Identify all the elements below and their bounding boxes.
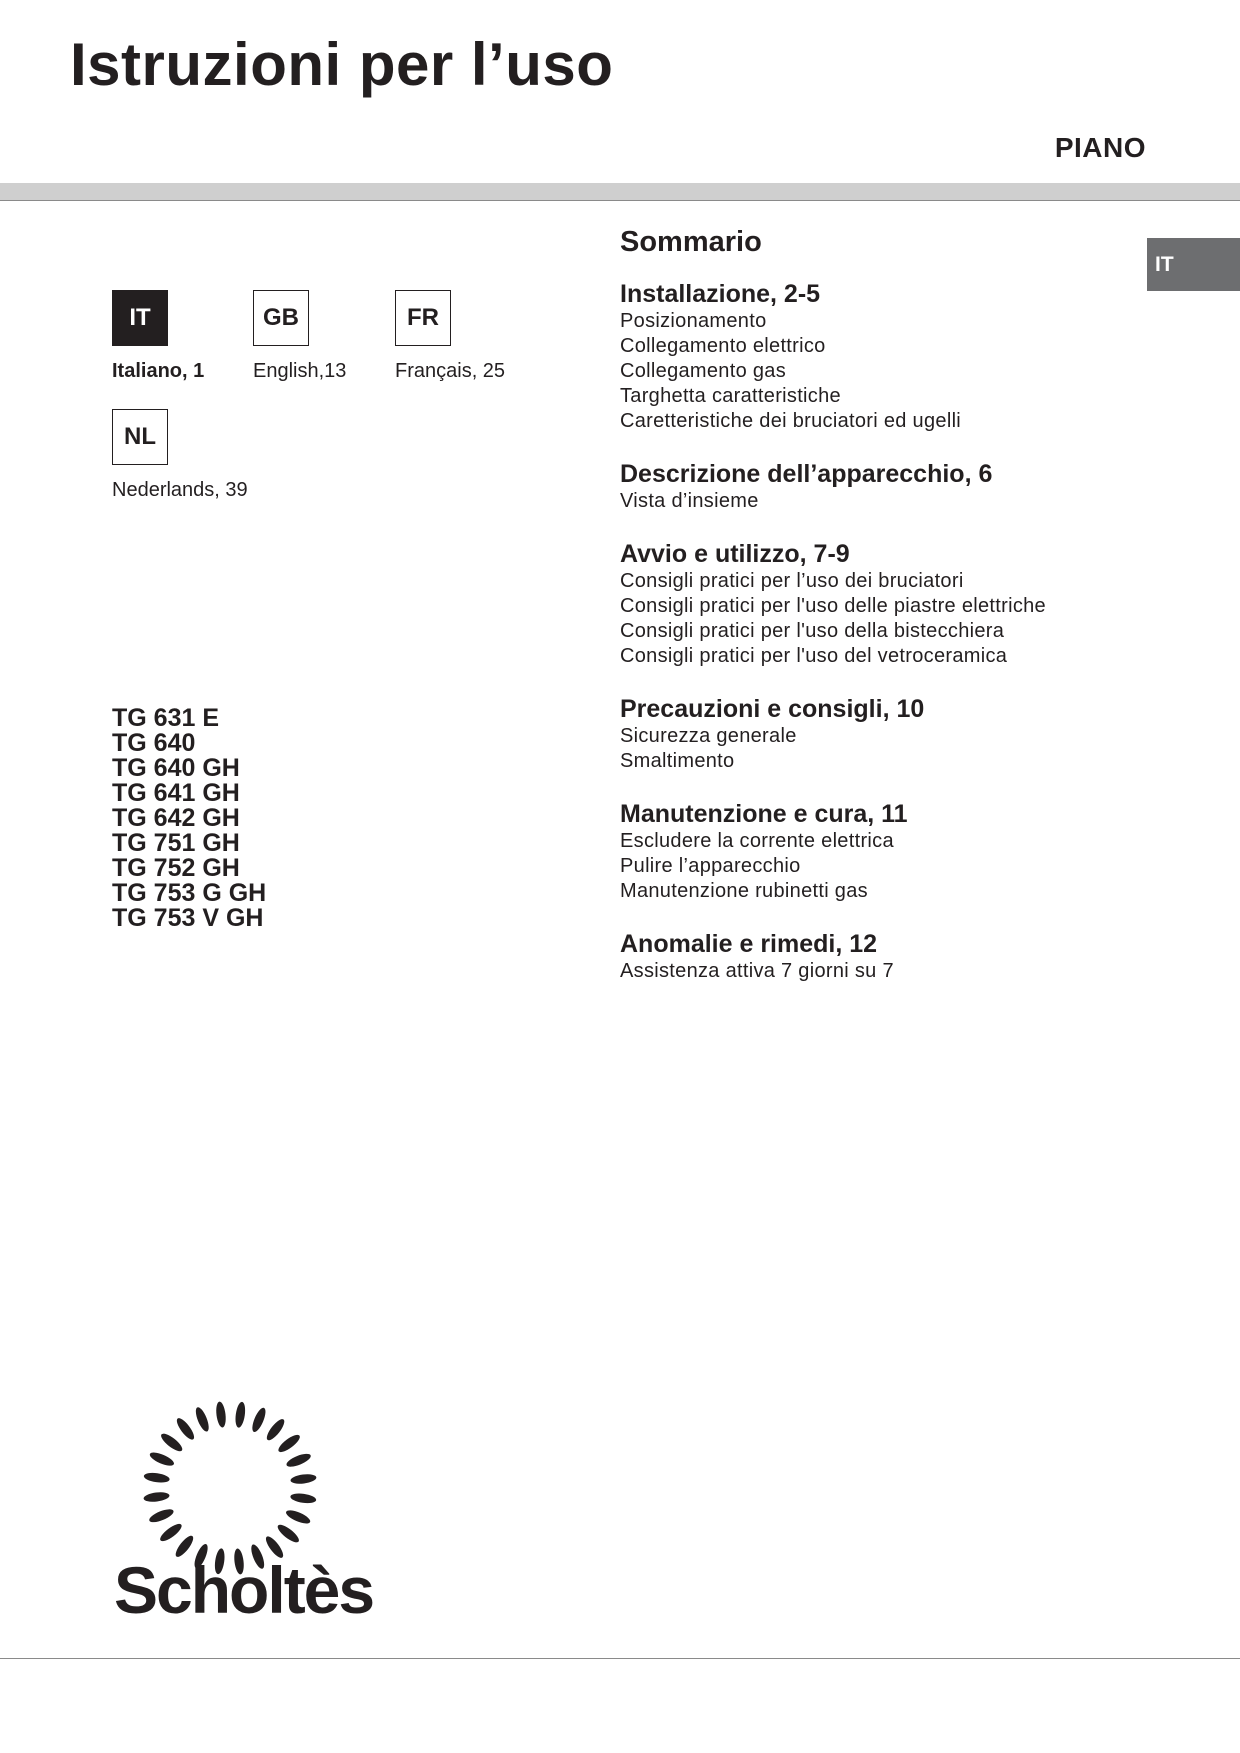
header-band xyxy=(0,183,1240,201)
toc-section-avvio xyxy=(620,539,1100,669)
sun-ray xyxy=(215,1401,227,1428)
sun-ray xyxy=(264,1417,287,1443)
sun-ray xyxy=(148,1507,175,1525)
sun-ray xyxy=(193,1406,211,1433)
sun-ray xyxy=(276,1432,302,1455)
model-number: TG 631 E xyxy=(112,704,219,732)
toc-section-title[interactable]: Precauzioni e consigli, 10 xyxy=(620,695,925,723)
model-number: TG 751 GH xyxy=(112,829,240,857)
sun-ray xyxy=(290,1492,317,1505)
language-side-tab: IT xyxy=(1147,238,1240,291)
language-code-box: GB xyxy=(253,290,309,346)
sun-ray xyxy=(234,1401,247,1428)
model-number: TG 640 GH xyxy=(112,754,240,782)
toc-section-title[interactable]: Installazione, 2-5 xyxy=(620,280,821,308)
model-list xyxy=(112,706,266,931)
toc-item: Sicurezza generale xyxy=(620,725,797,747)
toc-item: Consigli pratici per l'uso del vetroceramica xyxy=(620,645,1008,667)
model-number: TG 753 G GH xyxy=(112,879,267,907)
toc-item: Consigli pratici per l'uso della bistecchiera xyxy=(620,620,1005,642)
toc-item: Consigli pratici per l’uso dei bruciatori xyxy=(620,570,964,592)
toc-section-anomalie xyxy=(620,929,1100,984)
table-of-contents xyxy=(620,226,1100,1009)
product-type: PIANO xyxy=(1054,132,1146,163)
toc-section-title[interactable]: Descrizione dell’apparecchio, 6 xyxy=(620,460,993,488)
sun-ray xyxy=(158,1521,184,1544)
toc-item: Targhetta caratteristiche xyxy=(620,385,841,407)
toc-item: Escludere la corrente elettrica xyxy=(620,830,894,852)
language-code-box: FR xyxy=(395,290,451,346)
language-label: English,13 xyxy=(253,360,347,382)
language-fr[interactable] xyxy=(395,290,555,383)
toc-section-installazione xyxy=(620,279,1100,434)
sun-ray xyxy=(275,1522,301,1545)
sun-ray xyxy=(174,1416,197,1442)
sun-ray xyxy=(148,1450,175,1468)
toc-item: Assistenza attiva 7 giorni su 7 xyxy=(620,960,894,982)
toc-item: Manutenzione rubinetti gas xyxy=(620,880,868,902)
language-nl[interactable] xyxy=(112,409,272,502)
sun-ray xyxy=(143,1471,170,1484)
sun-ray xyxy=(250,1406,268,1433)
toc-item: Collegamento gas xyxy=(620,360,787,382)
toc-item: Consigli pratici per l'uso delle piastre elettriche xyxy=(620,595,1046,617)
model-number: TG 753 V GH xyxy=(112,904,264,932)
sun-ray xyxy=(290,1473,317,1485)
toc-item: Caretteristiche dei bruciatori ed ugelli xyxy=(620,410,962,432)
sun-ray xyxy=(284,1508,311,1526)
toc-title: Sommario xyxy=(620,226,762,258)
sun-ray xyxy=(159,1431,185,1454)
language-code-box: NL xyxy=(112,409,168,465)
toc-item: Smaltimento xyxy=(620,750,735,772)
model-number: TG 641 GH xyxy=(112,779,240,807)
model-number: TG 640 xyxy=(112,729,196,757)
footer-rule xyxy=(0,1658,1240,1659)
sun-ray xyxy=(143,1491,170,1503)
language-label: Français, 25 xyxy=(395,360,506,382)
language-it[interactable] xyxy=(112,290,272,383)
language-gb[interactable] xyxy=(253,290,413,383)
toc-item: Pulire l’apparecchio xyxy=(620,855,801,877)
model-number: TG 752 GH xyxy=(112,854,240,882)
toc-section-title[interactable]: Manutenzione e cura, 11 xyxy=(620,800,908,828)
toc-section-precauzioni xyxy=(620,694,1100,774)
document-title: Istruzioni per l’uso xyxy=(70,31,614,98)
language-code-box: IT xyxy=(112,290,168,346)
language-label: Italiano, 1 xyxy=(112,360,205,382)
toc-section-manutenzione xyxy=(620,799,1100,904)
brand-logo: Scholtès xyxy=(114,1553,374,1627)
toc-section-title[interactable]: Anomalie e rimedi, 12 xyxy=(620,930,878,958)
toc-item: Collegamento elettrico xyxy=(620,335,826,357)
toc-item: Vista d’insieme xyxy=(620,490,759,512)
language-label: Nederlands, 39 xyxy=(112,479,248,501)
model-number: TG 642 GH xyxy=(112,804,240,832)
toc-section-title[interactable]: Avvio e utilizzo, 7-9 xyxy=(620,540,850,568)
sun-ray xyxy=(285,1451,312,1469)
toc-item: Posizionamento xyxy=(620,310,767,332)
toc-section-descrizione xyxy=(620,459,1100,514)
